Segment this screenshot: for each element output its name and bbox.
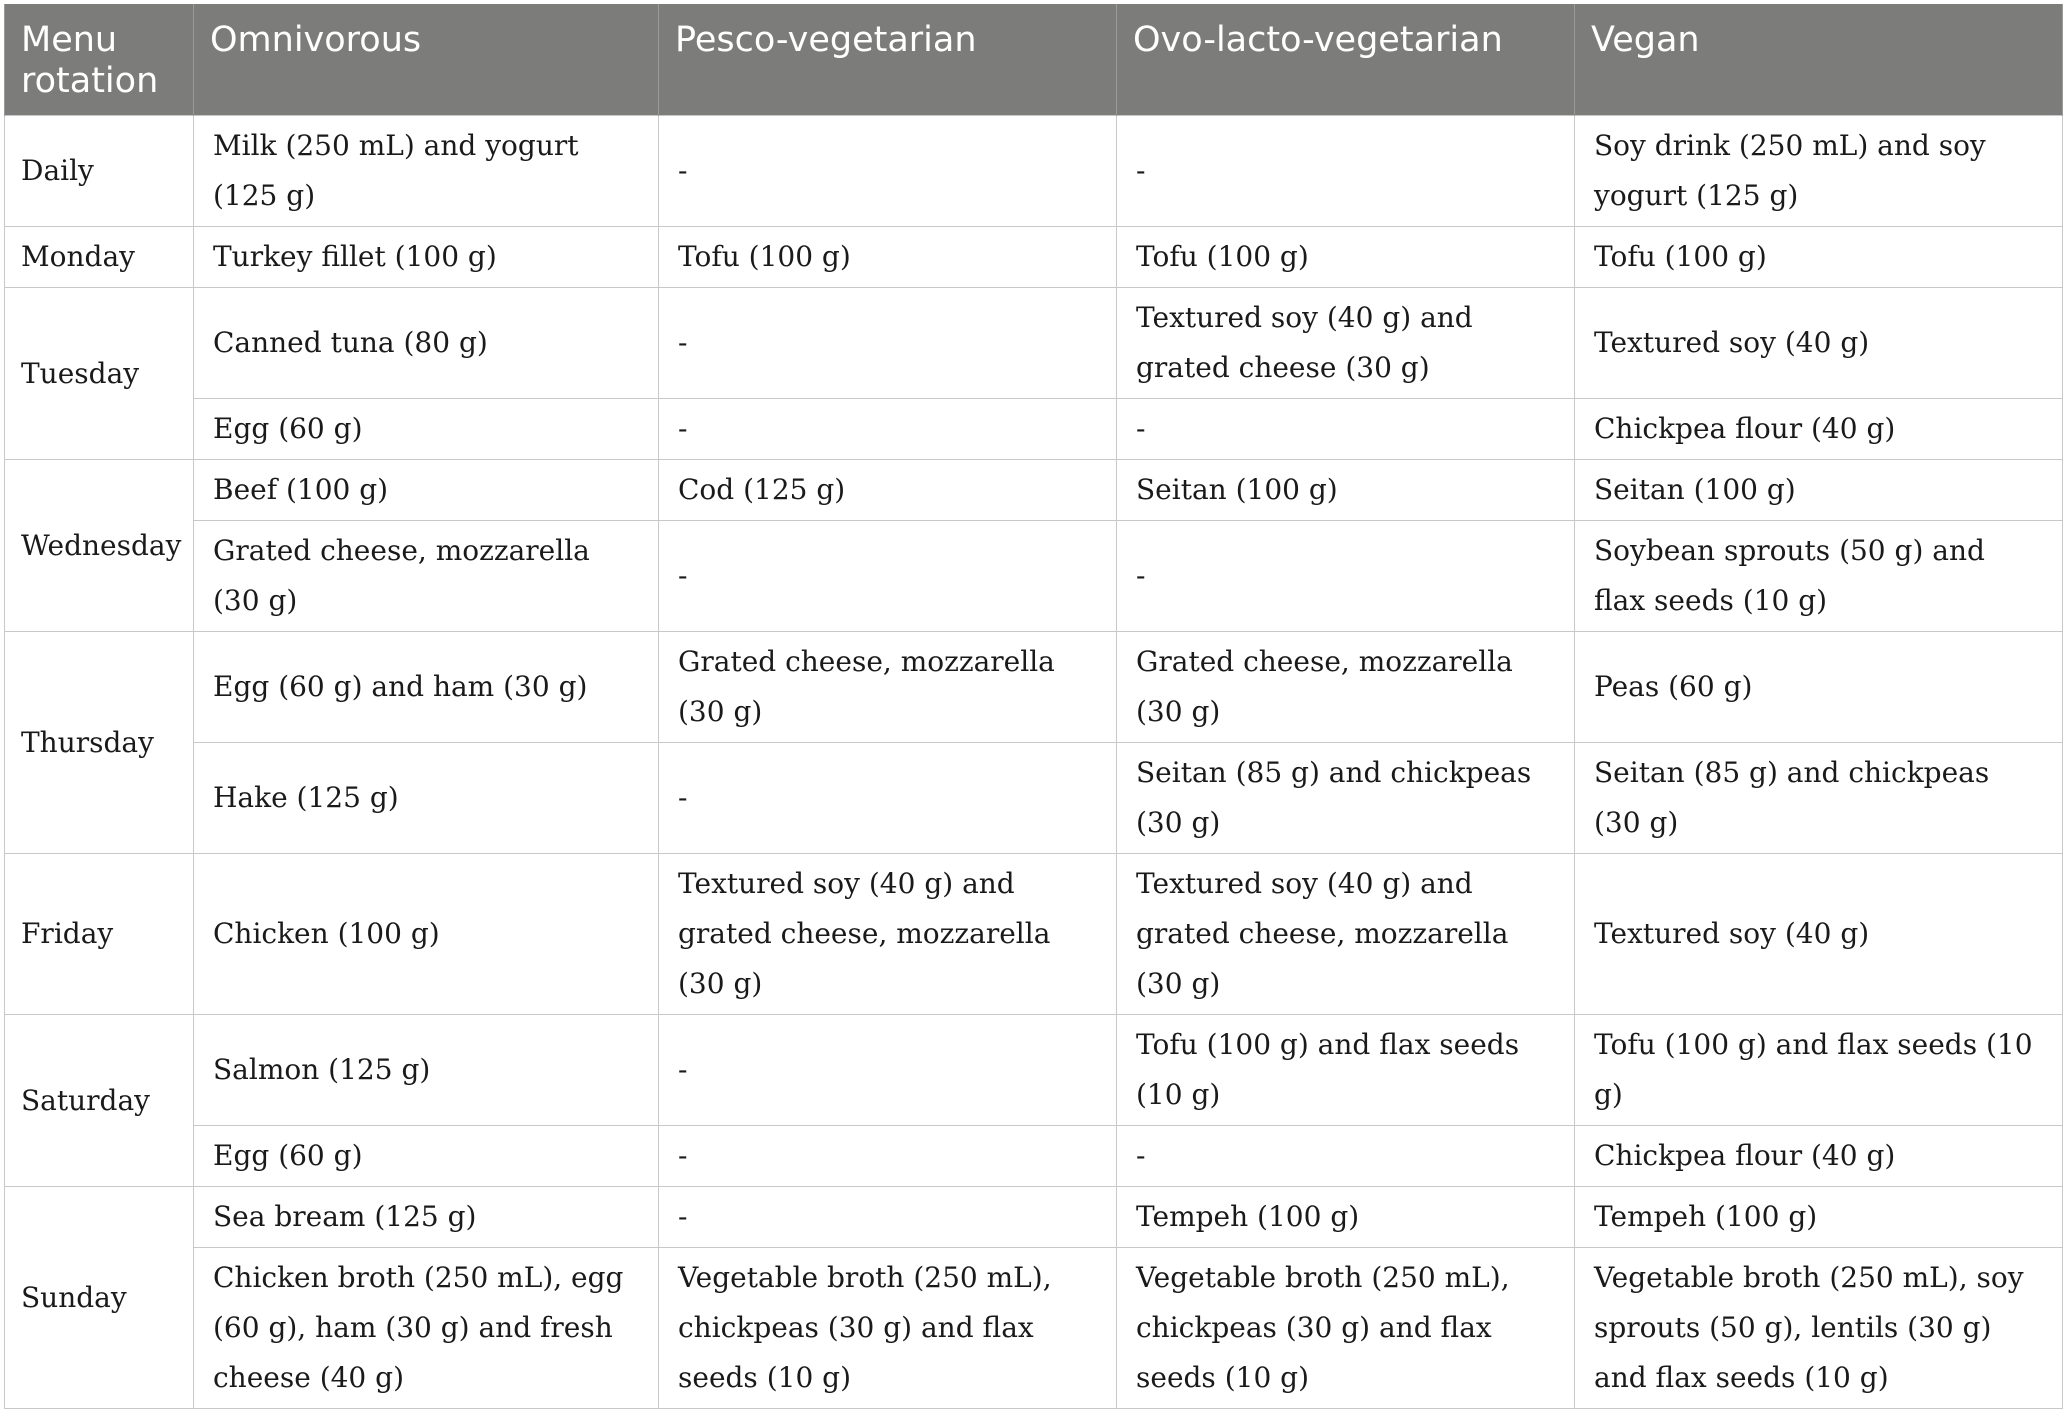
pesco-cell: Vegetable broth (250 mL), chickpeas (30 g) and flax seeds (10 g) (659, 1248, 1117, 1409)
table-row (5, 1187, 2063, 1248)
ovo-cell: Tofu (100 g) (1117, 227, 1575, 288)
vegan-cell: Textured soy (40 g) (1575, 288, 2063, 399)
vegan-cell: Chickpea flour (40 g) (1575, 1126, 2063, 1187)
omnivorous-cell: Chicken (100 g) (194, 854, 659, 1015)
omnivorous-cell: Chicken broth (250 mL), egg (60 g), ham (30 g) and fresh cheese (40 g) (194, 1248, 659, 1409)
vegan-cell: Peas (60 g) (1575, 632, 2063, 743)
pesco-cell: Textured soy (40 g) and grated cheese, mozzarella (30 g) (659, 854, 1117, 1015)
vegan-cell: Soy drink (250 mL) and soy yogurt (125 g) (1575, 116, 2063, 227)
pesco-cell: - (659, 743, 1117, 854)
day-label-saturday: Saturday (5, 1015, 194, 1187)
pesco-cell: - (659, 116, 1117, 227)
table-row (5, 632, 2063, 743)
table-row (5, 227, 2063, 288)
omnivorous-cell: Egg (60 g) (194, 399, 659, 460)
vegan-cell: Tempeh (100 g) (1575, 1187, 2063, 1248)
pesco-cell: - (659, 1015, 1117, 1126)
pesco-cell: - (659, 288, 1117, 399)
ovo-cell: Textured soy (40 g) and grated cheese (30 g) (1117, 288, 1575, 399)
omnivorous-cell: Egg (60 g) (194, 1126, 659, 1187)
day-label-daily: Daily (5, 116, 194, 227)
vegan-cell: Tofu (100 g) and flax seeds (10 g) (1575, 1015, 2063, 1126)
vegan-cell: Chickpea flour (40 g) (1575, 399, 2063, 460)
ovo-cell: Seitan (85 g) and chickpeas (30 g) (1117, 743, 1575, 854)
table-row (5, 399, 2063, 460)
header-row (5, 4, 2063, 116)
pesco-cell: - (659, 399, 1117, 460)
header-vegan: Vegan (1575, 4, 2063, 116)
omnivorous-cell: Grated cheese, mozzarella (30 g) (194, 521, 659, 632)
header-pesco-vegetarian: Pesco-vegetarian (659, 4, 1117, 116)
table-row (5, 1015, 2063, 1126)
pesco-cell: Grated cheese, mozzarella (30 g) (659, 632, 1117, 743)
menu-rotation-table (4, 4, 2063, 1409)
ovo-cell: Seitan (100 g) (1117, 460, 1575, 521)
ovo-cell: Textured soy (40 g) and grated cheese, mozzarella (30 g) (1117, 854, 1575, 1015)
omnivorous-cell: Salmon (125 g) (194, 1015, 659, 1126)
ovo-cell: Vegetable broth (250 mL), chickpeas (30 g) and flax seeds (10 g) (1117, 1248, 1575, 1409)
pesco-cell: - (659, 1187, 1117, 1248)
omnivorous-cell: Beef (100 g) (194, 460, 659, 521)
omnivorous-cell: Canned tuna (80 g) (194, 288, 659, 399)
ovo-cell: - (1117, 1126, 1575, 1187)
table-row (5, 116, 2063, 227)
table-row (5, 1248, 2063, 1409)
table-row (5, 460, 2063, 521)
vegan-cell: Soybean sprouts (50 g) and flax seeds (10 g) (1575, 521, 2063, 632)
table-row (5, 1126, 2063, 1187)
table-row (5, 743, 2063, 854)
omnivorous-cell: Egg (60 g) and ham (30 g) (194, 632, 659, 743)
day-label-wednesday: Wednesday (5, 460, 194, 632)
vegan-cell: Vegetable broth (250 mL), soy sprouts (50 g), lentils (30 g) and flax seeds (10 g) (1575, 1248, 2063, 1409)
day-label-friday: Friday (5, 854, 194, 1015)
pesco-cell: - (659, 1126, 1117, 1187)
pesco-cell: - (659, 521, 1117, 632)
omnivorous-cell: Turkey fillet (100 g) (194, 227, 659, 288)
vegan-cell: Tofu (100 g) (1575, 227, 2063, 288)
ovo-cell: - (1117, 116, 1575, 227)
ovo-cell: - (1117, 399, 1575, 460)
omnivorous-cell: Hake (125 g) (194, 743, 659, 854)
vegan-cell: Textured soy (40 g) (1575, 854, 2063, 1015)
omnivorous-cell: Sea bream (125 g) (194, 1187, 659, 1248)
ovo-cell: Grated cheese, mozzarella (30 g) (1117, 632, 1575, 743)
table-row (5, 854, 2063, 1015)
day-label-monday: Monday (5, 227, 194, 288)
day-label-thursday: Thursday (5, 632, 194, 854)
ovo-cell: - (1117, 521, 1575, 632)
pesco-cell: Tofu (100 g) (659, 227, 1117, 288)
pesco-cell: Cod (125 g) (659, 460, 1117, 521)
ovo-cell: Tofu (100 g) and flax seeds (10 g) (1117, 1015, 1575, 1126)
ovo-cell: Tempeh (100 g) (1117, 1187, 1575, 1248)
header-ovo-lacto-vegetarian: Ovo-lacto-vegetarian (1117, 4, 1575, 116)
header-menu-rotation: Menu rotation (5, 4, 194, 116)
header-omnivorous: Omnivorous (194, 4, 659, 116)
day-label-tuesday: Tuesday (5, 288, 194, 460)
omnivorous-cell: Milk (250 mL) and yogurt (125 g) (194, 116, 659, 227)
table-row (5, 521, 2063, 632)
vegan-cell: Seitan (85 g) and chickpeas (30 g) (1575, 743, 2063, 854)
vegan-cell: Seitan (100 g) (1575, 460, 2063, 521)
day-label-sunday: Sunday (5, 1187, 194, 1409)
table-row (5, 288, 2063, 399)
